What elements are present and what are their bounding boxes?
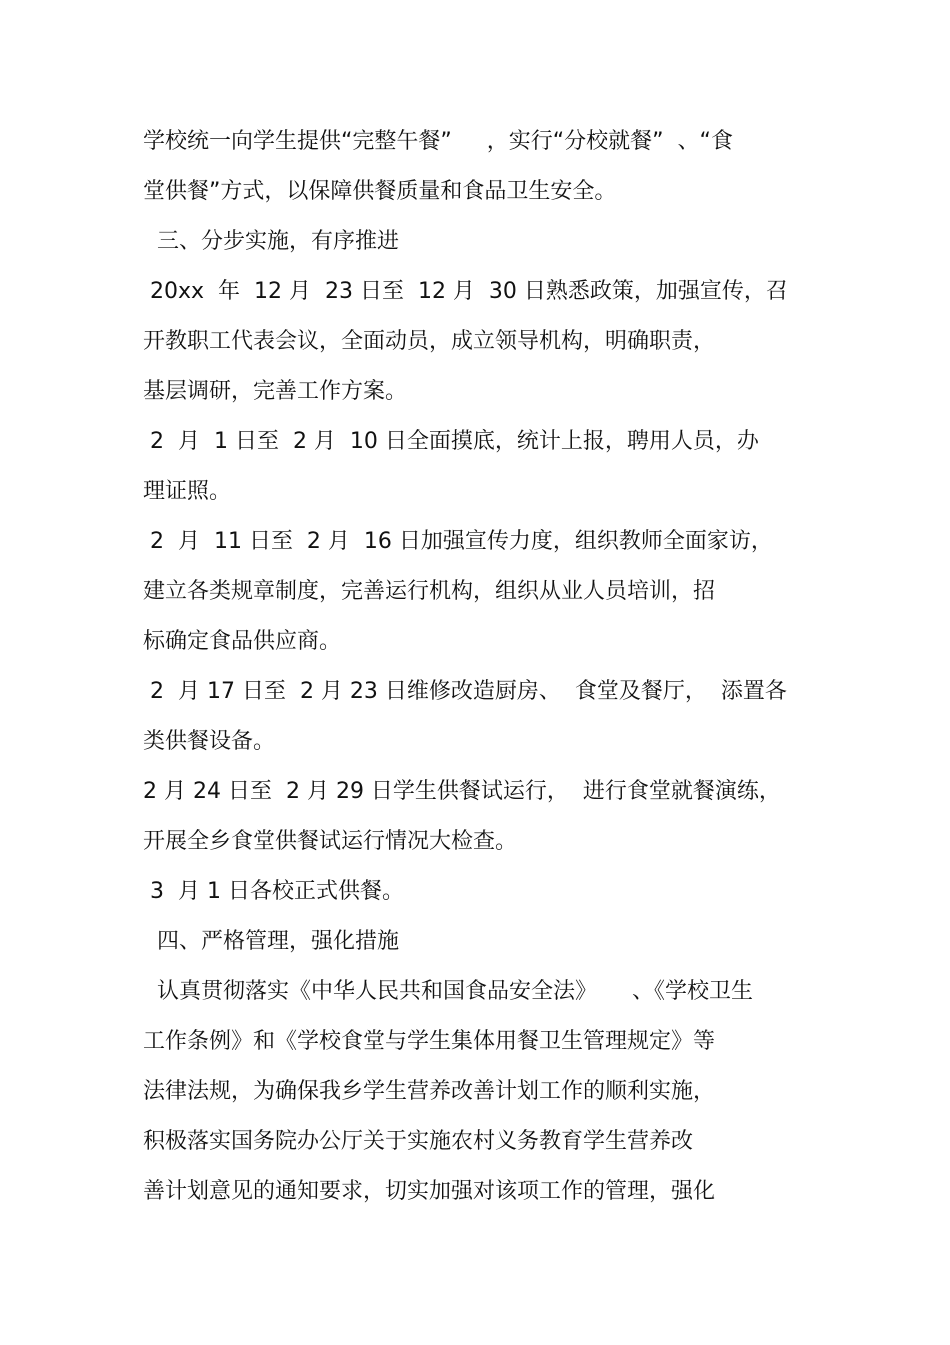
text-line-2: 堂供餐”方式，以保障供餐质量和食品卫生安全。 bbox=[143, 179, 617, 204]
text-line-19: 工作条例》和《学校食堂与学生集体用餐卫生管理规定》等 bbox=[143, 1029, 716, 1054]
text-line-10: 建立各类规章制度，完善运行机构，组织从业人员培训，招 bbox=[143, 579, 716, 604]
text-line-12: 2 月 17 日至 2 月 23 日维修改造厨房、 食堂及餐厅， 添置各 bbox=[143, 679, 787, 704]
text-line-21: 积极落实国务院办公厅关于实施农村义务教育学生营养改 bbox=[143, 1129, 694, 1154]
text-line-16: 3 月 1 日各校正式供餐。 bbox=[143, 879, 404, 904]
text-line-1: 学校统一向学生提供“完整午餐” ，实行“分校就餐” 、“食 bbox=[143, 129, 733, 154]
text-line-9: 2 月 11 日至 2 月 16 日加强宣传力度，组织教师全面家访， bbox=[143, 529, 773, 554]
section-heading-4: 四、严格管理，强化措施 bbox=[143, 929, 399, 954]
text-line-15: 开展全乡食堂供餐试运行情况大检查。 bbox=[143, 829, 518, 854]
text-line-7: 2 月 1 日至 2 月 10 日全面摸底，统计上报，聘用人员，办 bbox=[143, 429, 759, 454]
text-line-11: 标确定食品供应商。 bbox=[143, 629, 342, 654]
text-line-14: 2 月 24 日至 2 月 29 日学生供餐试运行， 进行食堂就餐演练， bbox=[143, 779, 781, 804]
section-heading-3: 三、分步实施，有序推进 bbox=[143, 229, 399, 254]
text-line-6: 基层调研，完善工作方案。 bbox=[143, 379, 408, 404]
text-line-13: 类供餐设备。 bbox=[143, 729, 276, 754]
text-line-22: 善计划意见的通知要求，切实加强对该项工作的管理，强化 bbox=[143, 1179, 716, 1204]
text-line-5: 开教职工代表会议，全面动员，成立领导机构，明确职责， bbox=[143, 329, 716, 354]
text-line-20: 法律法规，为确保我乡学生营养改善计划工作的顺利实施， bbox=[143, 1079, 716, 1104]
text-line-4: 20xx 年 12 月 23 日至 12 月 30 日熟悉政策，加强宣传，召 bbox=[143, 279, 788, 304]
text-line-8: 理证照。 bbox=[143, 479, 232, 504]
text-line-18: 认真贯彻落实《中华人民共和国食品安全法》 、《学校卫生 bbox=[143, 979, 753, 1004]
